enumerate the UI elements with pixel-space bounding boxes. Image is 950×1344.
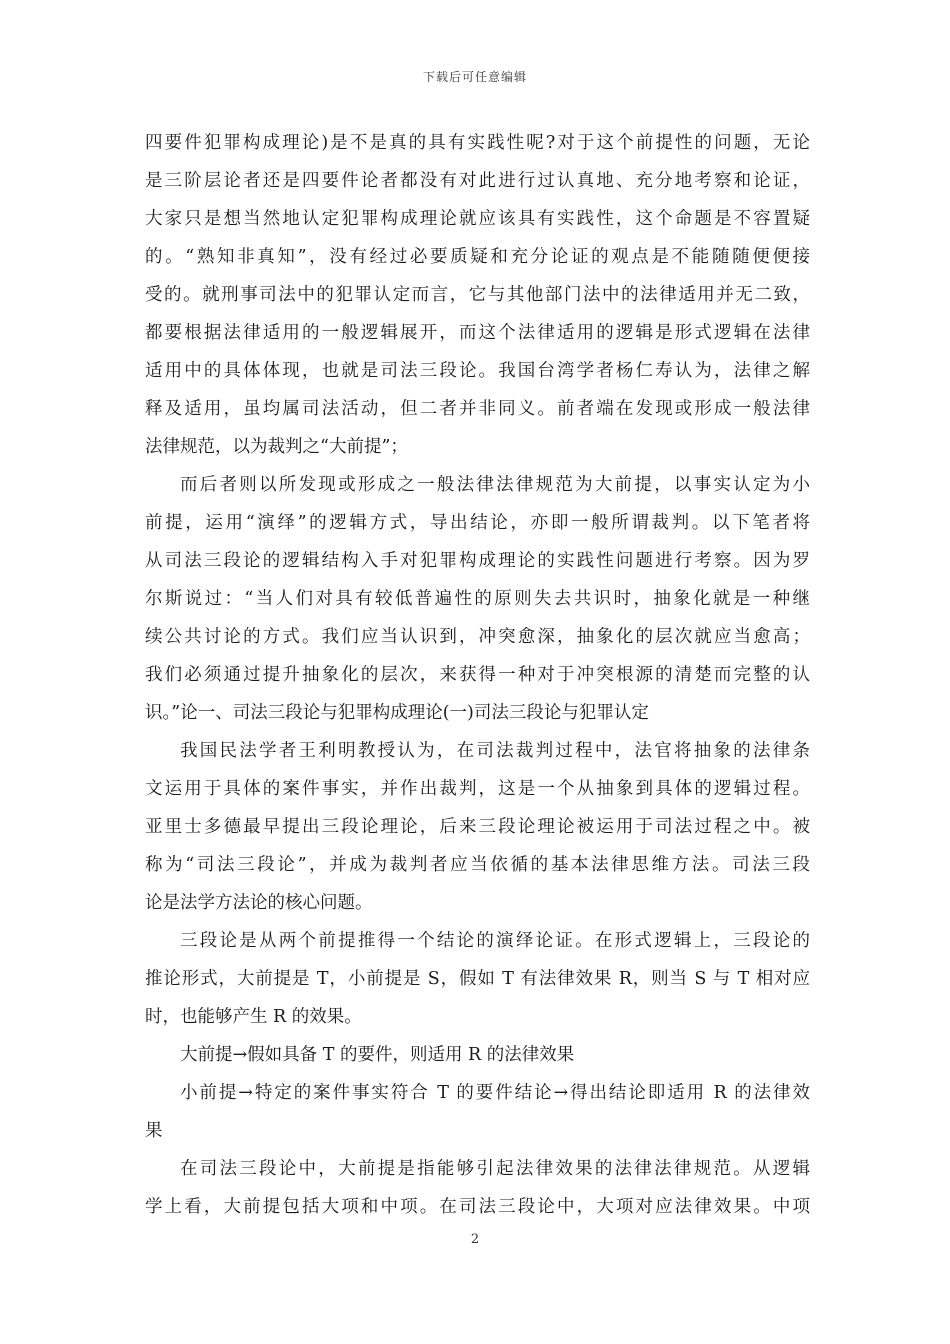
- page-number: 2: [470, 1232, 480, 1247]
- text-line: 推论形式，大前提是 T，小前提是 S，假如 T 有法律效果 R，则当 S 与 T 相对应: [145, 969, 810, 989]
- text-line: 我们必须通过提升抽象化的层次，来获得一种对于冲突根源的清楚而完整的认: [145, 665, 810, 685]
- text-line: 法律规范，以为裁判之“大前提”；: [145, 437, 408, 457]
- text-line: 受的。就刑事司法中的犯罪认定而言，它与其他部门法中的法律适用并无二致，: [145, 285, 810, 305]
- text-line: 释及适用，虽均属司法活动，但二者并非同义。前者端在发现或形成一般法律: [145, 399, 810, 419]
- text-line: 是三阶层论者还是四要件论者都没有对此进行过认真地、充分地考察和论证，: [145, 171, 810, 191]
- text-line: 识。”论一、司法三段论与犯罪构成理论(一)司法三段论与犯罪认定: [145, 703, 649, 723]
- text-line: 大家只是想当然地认定犯罪构成理论就应该具有实践性，这个命题是不容置疑: [145, 209, 810, 229]
- text-line: 学上看，大前提包括大项和中项。在司法三段论中，大项对应法律效果。中项: [145, 1197, 810, 1217]
- text-line: 三段论是从两个前提推得一个结论的演绎论证。在形式逻辑上，三段论的: [180, 931, 810, 951]
- text-line: 前提，运用“演绎”的逻辑方式，导出结论，亦即一般所谓裁判。以下笔者将: [145, 513, 810, 533]
- text-line: 在司法三段论中，大前提是指能够引起法律效果的法律法律规范。从逻辑: [180, 1159, 810, 1179]
- text-line: 续公共讨论的方式。我们应当认识到，冲突愈深，抽象化的层次就应当愈高；: [145, 627, 810, 647]
- page-header: 下载后可任意编辑: [422, 70, 527, 84]
- text-line: 小前提→特定的案件事实符合 T 的要件结论→得出结论即适用 R 的法律效: [180, 1083, 810, 1103]
- text-line: 亚里士多德最早提出三段论理论，后来三段论理论被运用于司法过程之中。被: [145, 817, 810, 837]
- text-line: 称为“司法三段论”，并成为裁判者应当依循的基本法律思维方法。司法三段: [145, 855, 810, 875]
- text-line: 我国民法学者王利明教授认为，在司法裁判过程中，法官将抽象的法律条: [180, 741, 810, 761]
- text-line: 大前提→假如具备 T 的要件，则适用 R 的法律效果: [180, 1045, 575, 1065]
- text-line: 尔斯说过：“当人们对具有较低普遍性的原则失去共识时，抽象化就是一种继: [145, 589, 810, 609]
- text-line: 的。“熟知非真知”，没有经过必要质疑和充分论证的观点是不能随随便便接: [145, 247, 810, 267]
- text-line: 论是法学方法论的核心问题。: [145, 893, 373, 913]
- text-line: 而后者则以所发现或形成之一般法律法律规范为大前提，以事实认定为小: [180, 475, 810, 495]
- document-body: [145, 124, 810, 1226]
- text-line: 适用中的具体体现，也就是司法三段论。我国台湾学者杨仁寿认为，法律之解: [145, 361, 810, 381]
- text-line: 时，也能够产生 R 的效果。: [145, 1007, 362, 1027]
- text-line: 果: [145, 1121, 163, 1141]
- text-line: 都要根据法律适用的一般逻辑展开，而这个法律适用的逻辑是形式逻辑在法律: [145, 323, 810, 343]
- text-line: 四要件犯罪构成理论)是不是真的具有实践性呢?对于这个前提性的问题，无论: [145, 133, 810, 153]
- text-line: 文运用于具体的案件事实，并作出裁判，这是一个从抽象到具体的逻辑过程。: [145, 779, 810, 799]
- text-line: 从司法三段论的逻辑结构入手对犯罪构成理论的实践性问题进行考察。因为罗: [145, 551, 810, 571]
